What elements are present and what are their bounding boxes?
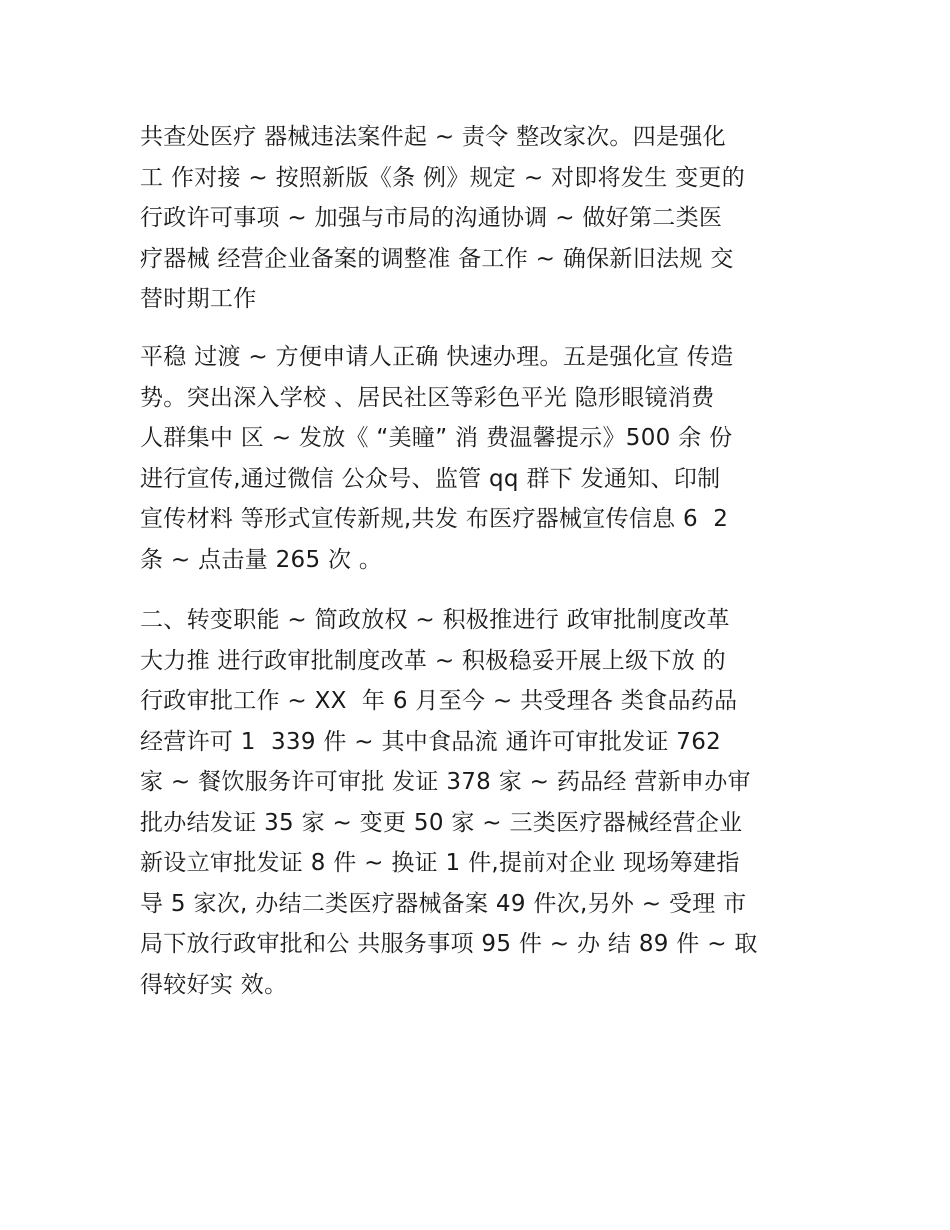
paragraph-line: 大力推 进行政审批制度改革 ~ 积极稳妥开展上级下放 的	[140, 647, 726, 674]
paragraph-line: 疗器械 经营企业备案的调整准 备工作 ~ 确保新旧法规 交	[140, 245, 734, 272]
paragraph-3	[140, 600, 820, 1005]
paragraph-line: 宣传材料 等形式宣传新规,共发 布医疗器械宣传信息 6 2	[140, 506, 729, 532]
paragraph-line: 进行宣传,通过微信 公众号、监管 qq 群下 发通知、印制	[140, 465, 721, 492]
paragraph-line: 局下放行政审批和公 共服务事项 95 件 ~ 办 结 89 件 ~ 取	[140, 931, 758, 957]
paragraph-line: 批办结发证 35 家 ~ 变更 50 家 ~ 三类医疗器械经营企业	[140, 809, 743, 836]
paragraph-line: 共查处医疗 器械违法案件起 ~ 责令 整改家次。四是强化	[140, 124, 726, 150]
paragraph-line: 人群集中 区 ~ 发放《 “美瞳” 消 费温馨提示》500 余 份	[140, 425, 733, 451]
paragraph-line: 得较好实 效。	[140, 971, 288, 998]
paragraph-line: 势。突出深入学校 、居民社区等彩色平光 隐形眼镜消费	[140, 384, 715, 411]
paragraph-line: 新设立审批发证 8 件 ~ 换证 1 件,提前对企业 现场筹建指	[140, 850, 740, 876]
paragraph-line: 工 作对接 ~ 按照新版《条 例》规定 ~ 对即将发生 变更的	[140, 164, 746, 191]
paragraph-line: 家 ~ 餐饮服务许可审批 发证 378 家 ~ 药品经 营新申办审	[140, 769, 751, 795]
paragraph-line: 条 ~ 点击量 265 次 。	[140, 546, 383, 573]
paragraph-line: 行政审批工作 ~ XX 年 6 月至今 ~ 共受理各 类食品药品	[140, 688, 738, 714]
paragraph-line: 行政许可事项 ~ 加强与市局的沟通协调 ~ 做好第二类医	[140, 205, 723, 231]
paragraph-1	[140, 117, 820, 320]
paragraph-line: 导 5 家次, 办结二类医疗器械备案 49 件次,另外 ~ 受理 市	[140, 890, 747, 917]
paragraph-line: 平稳 过渡 ~ 方便申请人正确 快速办理。五是强化宣 传造	[140, 344, 734, 370]
paragraph-line: 替时期工作	[140, 286, 257, 312]
paragraph-line: 二、转变职能 ~ 简政放权 ~ 积极推进行 政审批制度改革	[140, 607, 730, 633]
paragraph-2	[140, 337, 820, 580]
paragraph-line: 经营许可 1 339 件 ~ 其中食品流 通许可审批发证 762	[140, 728, 722, 755]
